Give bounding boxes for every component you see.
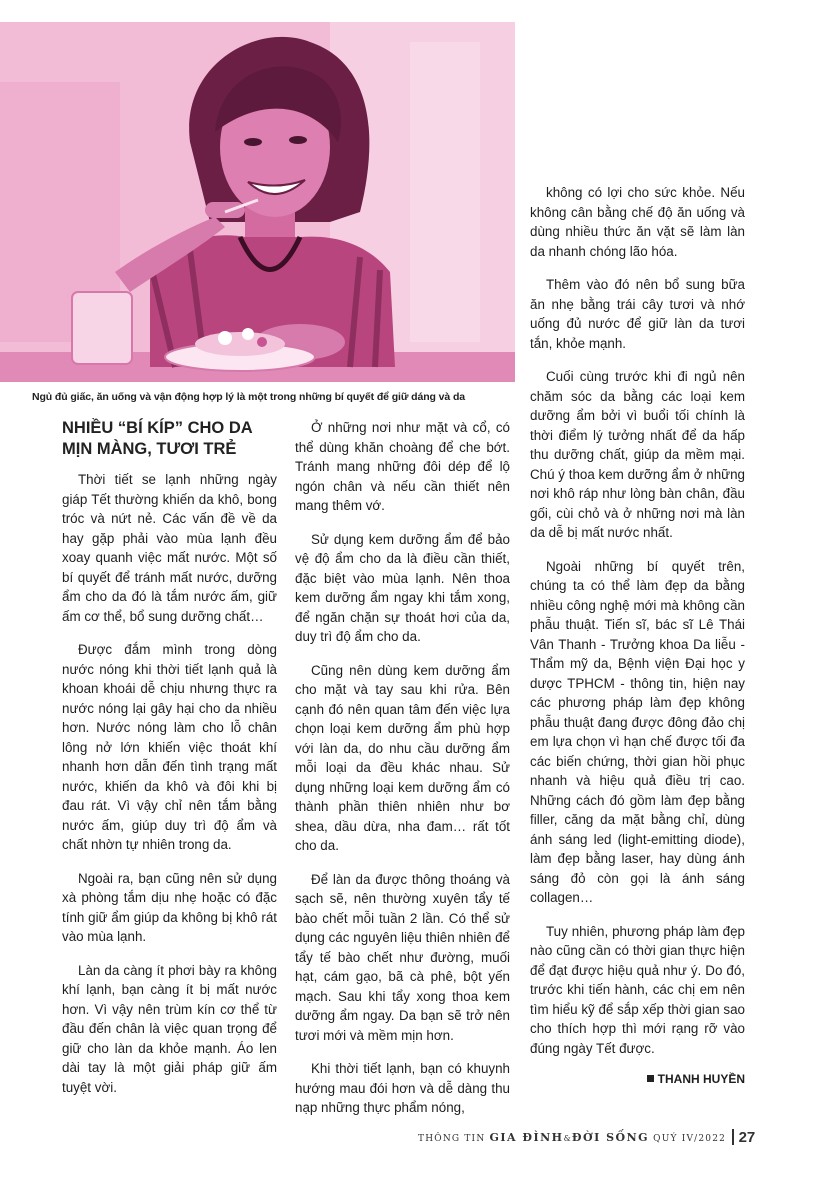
paragraph: Sử dụng kem dưỡng ẩm để bảo vệ độ ẩm cho da là điều cần thiết, đặc biệt vào mùa lạnh. Nên thoa kem dưỡng ẩm ngay khi tắm xong, để ngăn chặn sự thoát hơi của da, duy trì độ ẩm cho da. bbox=[295, 531, 510, 644]
article-photo bbox=[0, 22, 515, 382]
paragraph: Cuối cùng trước khi đi ngủ nên chăm sóc da bằng các loại kem dưỡng ẩm bởi vì buổi tối chính là thời điểm lý tưởng nhất để da hấp thu dưỡng chất, giúp da mềm mại. Chú ý thoa kem dưỡng ẩm ở những nơi khô ráp như lòng bàn chân, đầu gối, cùi chỏ và ở những nơi mà làn da dễ bị mất nước nhất. bbox=[530, 369, 745, 540]
paragraph: Cũng nên dùng kem dưỡng ẩm cho mặt và tay sau khi rửa. Bên cạnh đó nên quan tâm đến việc lựa chọn loại kem dưỡng ẩm phù hợp với làn da, do nhu cầu dưỡng ẩm mỗi loại da đều khác nhau. Sử dụng những loại kem dưỡng ẩm có thành phần thiên nhiên như bơ shea, dầu dừa, nha đam… rất tốt cho da. bbox=[295, 662, 510, 853]
article-column-1 bbox=[62, 418, 277, 1111]
article-column-3 bbox=[530, 183, 745, 1090]
woman-eating-illustration bbox=[0, 22, 515, 382]
paragraph: không có lợi cho sức khỏe. Nếu không cân bằng chế độ ăn uống và dùng nhiều thức ăn vặt sẽ làm làn da nhanh chóng lão hóa. bbox=[530, 185, 745, 259]
author-byline bbox=[530, 1070, 745, 1090]
photo-caption: Ngủ đủ giấc, ăn uống và vận động hợp lý là một trong những bí quyết để giữ dáng và da bbox=[32, 391, 466, 403]
paragraph: Thêm vào đó nên bổ sung bữa ăn nhẹ bằng trái cây tươi và nhớ uống đủ nước để giữ làn da tươi tắn, khỏe mạnh. bbox=[530, 277, 745, 351]
paragraph: Khi thời tiết lạnh, bạn có khuynh hướng mau đói hơn và dễ dàng thu nạp những thực phẩm nóng, bbox=[295, 1061, 510, 1115]
article-column-2 bbox=[295, 418, 510, 1132]
footer-prefix: THÔNG TIN bbox=[418, 1134, 486, 1144]
footer-brand-a: GIA ĐÌNH bbox=[489, 1131, 564, 1144]
paragraph: Ở những nơi như mặt và cổ, có thể dùng khăn choàng để che bớt. Tránh mang những đôi dép để lộ ngón chân và nếu cần thiết nên mang thêm vớ. bbox=[295, 420, 510, 513]
paragraph: Tuy nhiên, phương pháp làm đẹp nào cũng cần có thời gian thực hiện để đạt được hiệu quả như ý. Do đó, trước khi tiến hành, các chị em nên tìm hiểu kỹ để sắp xếp thời gian sao cho thích hợp thì mới rạng rỡ vào đúng ngày Tết được. bbox=[530, 923, 745, 1056]
page-number: 27 bbox=[738, 1129, 756, 1146]
page-footer bbox=[418, 1129, 756, 1146]
paragraph: Ngoài ra, bạn cũng nên sử dụng xà phòng tắm dịu nhẹ hoặc có đặc tính giữ ẩm giúp da không bị khô rát vào mùa lạnh. bbox=[62, 870, 277, 944]
footer-ampersand: & bbox=[563, 1134, 572, 1143]
footer-brand-b: ĐỜI SỐNG bbox=[571, 1131, 650, 1144]
headline-line-1: NHIỀU “BÍ KÍP” CHO DA bbox=[62, 419, 253, 437]
footer-divider bbox=[732, 1129, 734, 1145]
paragraph: Thời tiết se lạnh những ngày giáp Tết thường khiến da khô, bong tróc và nứt nẻ. Các vấn đề về da hay gặp phải vào mùa lạnh đều xoay quanh việc mất nước. Một số bí quyết để tránh mất nước, dưỡng ẩm cho da đó là tắm nước ấm, giữ ấm cơ thể, bổ sung dưỡng chất… bbox=[62, 472, 277, 624]
article-headline bbox=[62, 418, 277, 460]
headline-line-2: MỊN MÀNG, TƯƠI TRẺ bbox=[62, 440, 237, 458]
paragraph: Để làn da được thông thoáng và sạch sẽ, nên thường xuyên tẩy tế bào chết mỗi tuần 2 lần. Có thể sử dụng các nguyên liệu thiên nhiên để tẩy tế bào chết như đường, muối hạt, cám gạo, bã cà phê, bột yến mạch. Sau khi tẩy xong thoa kem dưỡng ẩm ngay. Da bạn sẽ trở nên tươi mới và mềm mịn hơn. bbox=[295, 871, 510, 1043]
square-bullet-icon bbox=[647, 1075, 654, 1082]
paragraph: Được đắm mình trong dòng nước nóng khi thời tiết lạnh quả là khoan khoái dễ chịu nhưng thực ra nước nóng lại gây hại cho da nhiều hơn. Nước nóng làm cho lỗ chân lông nở lớn khiến việc thoát khí nhanh hơn dẫn đến tình trạng mất nước, khiến da khô và đôi khi bị đau rát. Vì vậy chỉ nên tắm bằng nước ấm, giúp duy trì độ ẩm và chất nhờn tự nhiên trong da. bbox=[62, 642, 277, 852]
footer-issue: QUÝ IV/2022 bbox=[653, 1134, 727, 1144]
paragraph: Ngoài những bí quyết trên, chúng ta có thể làm đẹp da bằng nhiều công nghệ mới mà không cần phẫu thuật. Tiến sĩ, bác sĩ Lê Thái Vân Thanh - Trưởng khoa Da liễu - Thẩm mỹ da, Bệnh viện Đại học y dược TPHCM - thông tin, hiện nay các phương pháp làm đẹp không phẫu thuật đang được đông đảo chị em lựa chọn vì hạn chế được tối đa các biến chứng, thời gian hồi phục nhanh và hiệu quả điều trị cao. Những cách đó gồm làm đẹp bằng filler, căng da mặt bằng chỉ, dùng ánh sáng led (light-emitting diode), làm đẹp bằng laser, hay dùng ánh sáng đỏ còn gọi là ánh sáng collagen… bbox=[530, 558, 745, 905]
author-name: THANH HUYỀN bbox=[657, 1072, 745, 1086]
paragraph: Làn da càng ít phơi bày ra không khí lạnh, bạn càng ít bị mất nước hơn. Vì vậy nên trùm kín cơ thể từ đầu đến chân là việc quan trọng để giữ cho làn da khỏe mạnh. Áo len dài tay là một giải pháp giữ ấm tuyệt vời. bbox=[62, 962, 277, 1095]
